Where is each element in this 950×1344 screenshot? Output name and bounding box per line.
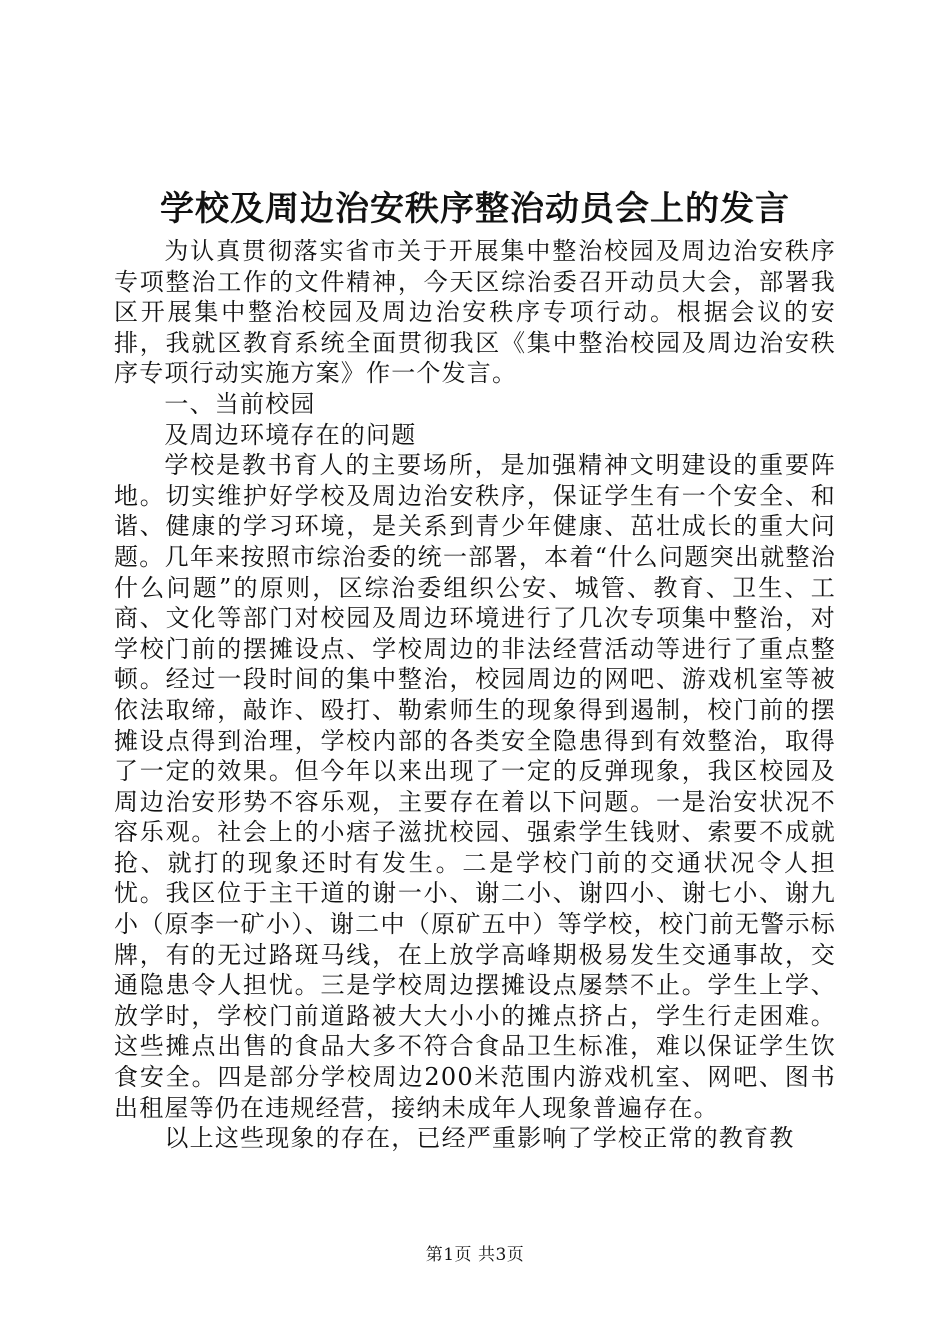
document-body	[114, 236, 836, 1154]
page-number-footer: 第1页 共3页	[425, 1245, 525, 1265]
section-heading-part2: 及周边环境存在的问题	[164, 420, 417, 449]
paragraph-intro: 为认真贯彻落实省市关于开展集中整治校园及周边治安秩序专项整治工作的文件精神，今天区综治委召开动员大会，部署我区开展集中整治校园及周边治安秩序专项行动。根据会议的安排，我就区教育系统全面贯彻我区《集中整治校园及周边治安秩序专项行动实施方案》作一个发言。	[114, 237, 836, 388]
document-title: 学校及周边治安秩序整治动员会上的发言	[160, 189, 790, 229]
section-heading-part1: 一、当前校园	[164, 389, 316, 418]
paragraph-problems: 学校是教书育人的主要场所，是加强精神文明建设的重要阵地。切实维护好学校及周边治安秩序，保证学生有一个安全、和谐、健康的学习环境，是关系到青少年健康、茁壮成长的重大问题。几年来按照市综治委的统一部署，本着“什么问题突出就整治什么问题”的原则，区综治委组织公安、城管、教育、卫生、工商、文化等部门对校园及周边环境进行了几次专项集中整治，对学校门前的摆摊设点、学校周边的非法经营活动等进行了重点整顿。经过一段时间的集中整治，校园周边的网吧、游戏机室等被依法取缔，敲诈、殴打、勒索师生的现象得到遏制，校门前的摆摊设点得到治理，学校内部的各类安全隐患得到有效整治，取得了一定的效果。但今年以来出现了一定的反弹现象，我区校园及周边治安形势不容乐观，主要存在着以下问题。一是治安状况不容乐观。社会上的小痞子滋扰校园、强索学生钱财、索要不成就抢、就打的现象还时有发生。二是学校门前的交通状况令人担忧。我区位于主干道的谢一小、谢二小、谢四小、谢七小、谢九小（原李一矿小）、谢二中（原矿五中）等学校，校门前无警示标牌，有的无过路斑马线，在上放学高峰期极易发生交通事故，交通隐患令人担忧。三是学校周边摆摊设点屡禁不止。学生上学、放学时，学校门前道路被大大小小的摊点挤占，学生行走困难。这些摊点出售的食品大多不符合食品卫生标准，难以保证学生饮食安全。四是部分学校周边200米范围内游戏机室、网吧、图书出租屋等仍在违规经营，接纳未成年人现象普遍存在。	[114, 451, 836, 1122]
paragraph-impact: 以上这些现象的存在，已经严重影响了学校正常的教育教	[164, 1124, 795, 1153]
